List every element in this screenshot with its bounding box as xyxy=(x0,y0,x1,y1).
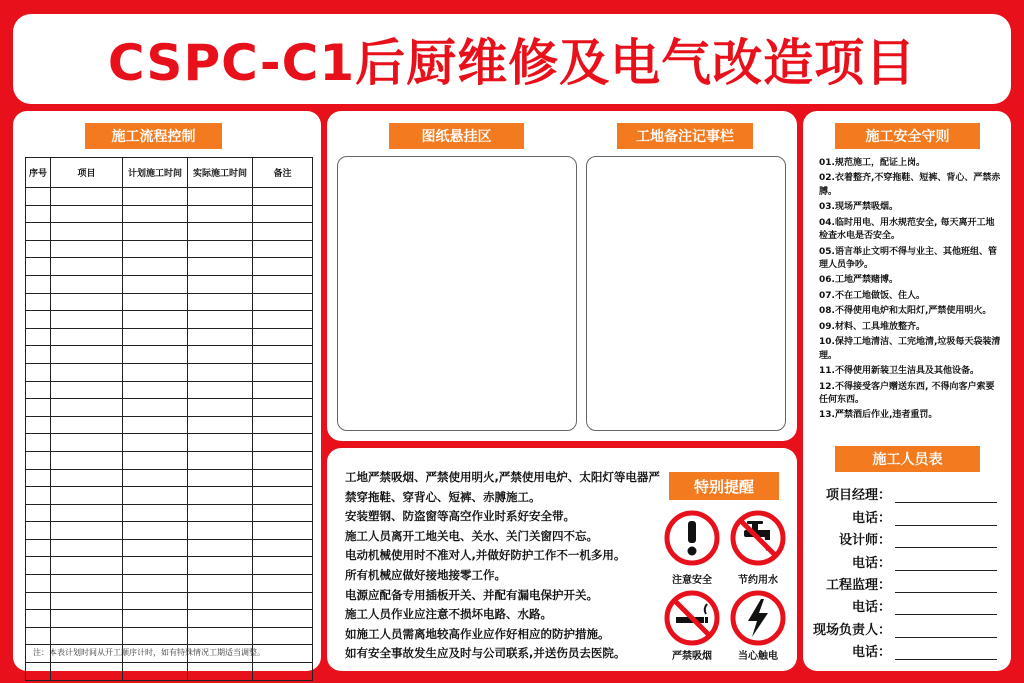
table-row xyxy=(26,223,313,241)
table-cell xyxy=(26,610,51,628)
table-cell xyxy=(26,663,51,681)
staff-label: 工程监理： xyxy=(825,577,891,593)
table-cell xyxy=(188,539,253,557)
table-cell xyxy=(51,311,123,329)
staff-row xyxy=(813,526,1003,548)
rules-panel xyxy=(327,448,797,671)
table-cell xyxy=(188,293,253,311)
table-cell xyxy=(123,223,188,241)
table-cell xyxy=(26,293,51,311)
table-cell xyxy=(51,469,123,487)
staff-row xyxy=(813,571,1003,593)
table-cell xyxy=(123,539,188,557)
table-cell xyxy=(188,240,253,258)
staff-label: 电话： xyxy=(851,510,891,526)
page-title: CSPC-C1后厨维修及电气改造项目 xyxy=(107,34,917,92)
table-cell xyxy=(123,469,188,487)
table-cell xyxy=(51,663,123,681)
schedule-panel xyxy=(13,111,321,671)
table-cell xyxy=(253,363,313,381)
table-cell xyxy=(123,627,188,645)
table-cell xyxy=(26,575,51,593)
table-cell xyxy=(51,363,123,381)
table-cell xyxy=(123,275,188,293)
table-cell xyxy=(188,469,253,487)
list-item: 06.工地严禁赌博。 xyxy=(819,275,898,286)
table-row xyxy=(26,346,313,364)
table-cell xyxy=(253,434,313,452)
table-cell xyxy=(51,381,123,399)
table-cell xyxy=(253,504,313,522)
table-row xyxy=(26,627,313,645)
table-cell xyxy=(123,346,188,364)
table-cell xyxy=(253,381,313,399)
table-cell xyxy=(188,487,253,505)
staff-fill-line xyxy=(895,599,997,615)
table-cell xyxy=(253,205,313,223)
table-cell xyxy=(123,363,188,381)
rule-line: 所有机械应做好接地接零工作。 xyxy=(345,567,506,582)
staff-row xyxy=(813,481,1003,503)
rule-line: 工地严禁吸烟、严禁使用明火,严禁使用电炉、太阳灯等电器严禁穿拖鞋、穿背心、短裤、赤膊施工。 xyxy=(345,470,660,504)
table-cell xyxy=(26,381,51,399)
table-cell xyxy=(26,275,51,293)
list-item: 11.不得使用新装卫生洁具及其他设备。 xyxy=(819,366,979,377)
rule-line: 如有安全事故发生应及时与公司联系,并送伤员去医院。 xyxy=(345,646,626,661)
table-row xyxy=(26,522,313,540)
table-cell xyxy=(188,610,253,628)
table-cell xyxy=(188,504,253,522)
staff-label: 电话： xyxy=(851,555,891,571)
table-cell xyxy=(26,205,51,223)
table-cell xyxy=(51,451,123,469)
table-cell xyxy=(253,557,313,575)
staff-label: 电话： xyxy=(851,645,891,661)
table-cell xyxy=(188,328,253,346)
table-cell xyxy=(253,627,313,645)
rules-text xyxy=(345,468,660,664)
table-cell xyxy=(26,258,51,276)
table-cell xyxy=(188,275,253,293)
staff-label: 设计师： xyxy=(838,533,891,549)
safety-rules-list xyxy=(819,157,1003,425)
schedule-note: 注：本表计划时间从开工顺序计时，如有特殊情况工期适当调整。 xyxy=(33,648,265,657)
table-cell xyxy=(51,346,123,364)
staff-fill-line xyxy=(895,577,997,593)
table-cell xyxy=(26,627,51,645)
table-cell xyxy=(51,610,123,628)
table-cell xyxy=(253,399,313,417)
table-cell xyxy=(253,188,313,206)
list-item: 02.衣着整齐,不穿拖鞋、短裤、背心、严禁赤膊。 xyxy=(819,173,1001,197)
table-cell xyxy=(26,416,51,434)
sign-label-save-water: 节约用水 xyxy=(738,575,778,586)
table-cell xyxy=(123,311,188,329)
table-row xyxy=(26,504,313,522)
list-item: 12.不得接受客户赠送东西, 不得向客户索要任何东西。 xyxy=(819,381,995,405)
staff-label: 现场负责人： xyxy=(813,622,892,638)
col-header-planned: 计划施工时间 xyxy=(123,158,188,188)
table-row xyxy=(26,205,313,223)
schedule-tag: 施工流程控制 xyxy=(85,123,222,149)
staff-row xyxy=(813,503,1003,525)
table-cell xyxy=(253,592,313,610)
table-cell xyxy=(123,575,188,593)
table-cell xyxy=(123,592,188,610)
col-header-actual: 实际施工时间 xyxy=(188,158,253,188)
safety-tag: 施工安全守则 xyxy=(835,123,980,149)
table-cell xyxy=(123,293,188,311)
col-header-remarks: 备注 xyxy=(253,158,313,188)
table-cell xyxy=(188,363,253,381)
schedule-table xyxy=(25,157,313,681)
table-cell xyxy=(51,275,123,293)
table-cell xyxy=(253,610,313,628)
staff-row xyxy=(813,615,1003,637)
staff-tag: 施工人员表 xyxy=(835,446,980,472)
table-cell xyxy=(51,293,123,311)
table-cell xyxy=(188,451,253,469)
rule-line: 电源应配备专用插板开关、并配有漏电保护开关。 xyxy=(345,587,598,602)
table-cell xyxy=(253,539,313,557)
electric-shock-icon xyxy=(730,590,786,646)
table-cell xyxy=(253,275,313,293)
list-item: 07.不在工地做饭、住人。 xyxy=(819,290,925,301)
table-row xyxy=(26,469,313,487)
list-item: 09.材料、工具堆放整齐。 xyxy=(819,321,925,332)
staff-row xyxy=(813,548,1003,570)
rule-line: 如施工人员需离地较高作业应作好相应的防护措施。 xyxy=(345,626,610,641)
table-cell xyxy=(253,522,313,540)
table-cell xyxy=(123,381,188,399)
table-cell xyxy=(188,522,253,540)
list-item: 08.不得使用电炉和太阳灯,严禁使用明火。 xyxy=(819,306,992,317)
table-cell xyxy=(123,240,188,258)
drawings-area xyxy=(337,156,577,431)
table-cell xyxy=(51,399,123,417)
site-notes-tag: 工地备注记事栏 xyxy=(617,123,753,149)
table-cell xyxy=(253,469,313,487)
table-cell xyxy=(26,557,51,575)
table-row xyxy=(26,399,313,417)
staff-fill-line xyxy=(895,532,997,548)
table-cell xyxy=(51,627,123,645)
sign-label-no-smoking: 严禁吸烟 xyxy=(672,651,712,662)
safety-panel xyxy=(803,111,1011,671)
schedule-header-row xyxy=(26,158,313,188)
list-item: 01.规范施工，配证上岗。 xyxy=(819,158,925,168)
table-cell xyxy=(26,522,51,540)
table-cell xyxy=(51,188,123,206)
staff-fill-line xyxy=(895,622,997,638)
table-cell xyxy=(253,451,313,469)
table-row xyxy=(26,416,313,434)
table-cell xyxy=(188,557,253,575)
drawings-notes-panel xyxy=(327,111,797,441)
table-cell xyxy=(26,469,51,487)
table-cell xyxy=(253,258,313,276)
table-row xyxy=(26,293,313,311)
table-cell xyxy=(253,293,313,311)
table-cell xyxy=(253,223,313,241)
table-cell xyxy=(26,363,51,381)
staff-label: 电话： xyxy=(851,600,891,616)
table-cell xyxy=(253,328,313,346)
table-cell xyxy=(51,557,123,575)
staff-row xyxy=(813,638,1003,660)
table-cell xyxy=(51,434,123,452)
table-cell xyxy=(123,522,188,540)
table-cell xyxy=(188,627,253,645)
table-row xyxy=(26,451,313,469)
table-row xyxy=(26,487,313,505)
table-cell xyxy=(51,328,123,346)
table-cell xyxy=(188,346,253,364)
no-water-tap-icon xyxy=(730,510,786,566)
table-cell xyxy=(51,539,123,557)
table-row xyxy=(26,575,313,593)
rule-line: 安装塑钢、防盗窗等高空作业时系好安全带。 xyxy=(345,509,575,524)
table-cell xyxy=(26,504,51,522)
table-row xyxy=(26,258,313,276)
table-cell xyxy=(123,557,188,575)
table-cell xyxy=(123,610,188,628)
table-cell xyxy=(26,487,51,505)
table-cell xyxy=(51,416,123,434)
title-banner xyxy=(13,14,1011,104)
table-row xyxy=(26,240,313,258)
table-cell xyxy=(188,416,253,434)
table-cell xyxy=(253,575,313,593)
table-cell xyxy=(26,311,51,329)
table-cell xyxy=(51,575,123,593)
table-row xyxy=(26,275,313,293)
staff-fill-line xyxy=(895,644,997,660)
sign-label-caution: 注意安全 xyxy=(672,575,712,586)
table-cell xyxy=(51,240,123,258)
table-cell xyxy=(123,504,188,522)
table-cell xyxy=(188,188,253,206)
table-cell xyxy=(253,416,313,434)
table-cell xyxy=(26,188,51,206)
table-row xyxy=(26,557,313,575)
table-cell xyxy=(188,205,253,223)
table-row xyxy=(26,592,313,610)
rule-line: 电动机械使用时不准对人,并做好防护工作不一机多用。 xyxy=(345,548,626,563)
table-row xyxy=(26,539,313,557)
table-cell xyxy=(123,434,188,452)
table-cell xyxy=(188,434,253,452)
rule-line: 施工人员离开工地关电、关水、关门关窗四不忘。 xyxy=(345,528,598,543)
table-cell xyxy=(253,311,313,329)
table-cell xyxy=(51,592,123,610)
staff-fill-line xyxy=(895,555,997,571)
table-cell xyxy=(26,399,51,417)
table-cell xyxy=(188,223,253,241)
table-cell xyxy=(188,663,253,681)
table-cell xyxy=(51,223,123,241)
site-notes-area xyxy=(586,156,786,431)
table-cell xyxy=(51,205,123,223)
table-cell xyxy=(123,487,188,505)
table-cell xyxy=(26,539,51,557)
table-cell xyxy=(26,223,51,241)
table-row xyxy=(26,328,313,346)
table-cell xyxy=(188,399,253,417)
table-cell xyxy=(51,522,123,540)
table-cell xyxy=(253,487,313,505)
list-item: 03.现场严禁吸烟。 xyxy=(819,202,898,213)
table-cell xyxy=(188,592,253,610)
table-row xyxy=(26,663,313,681)
table-cell xyxy=(123,205,188,223)
table-cell xyxy=(188,258,253,276)
table-cell xyxy=(123,399,188,417)
table-cell xyxy=(26,328,51,346)
table-cell xyxy=(51,504,123,522)
staff-label: 项目经理： xyxy=(825,488,891,504)
table-cell xyxy=(26,240,51,258)
table-cell xyxy=(26,592,51,610)
table-cell xyxy=(188,575,253,593)
col-header-item: 项目 xyxy=(51,158,123,188)
table-row xyxy=(26,434,313,452)
staff-table xyxy=(813,481,1003,660)
table-row xyxy=(26,311,313,329)
table-cell xyxy=(123,258,188,276)
table-row xyxy=(26,610,313,628)
list-item: 04.临时用电、用水规范安全, 每天离开工地检查水电是否安全。 xyxy=(819,217,995,242)
rule-line: 施工人员作业应注意不损坏电路、水路。 xyxy=(345,607,552,622)
table-row xyxy=(26,363,313,381)
table-cell xyxy=(123,663,188,681)
table-cell xyxy=(123,328,188,346)
col-header-index: 序号 xyxy=(26,158,51,188)
table-cell xyxy=(188,381,253,399)
exclamation-icon xyxy=(664,510,720,566)
list-item: 13.严禁酒后作业,违者重罚。 xyxy=(819,410,938,421)
staff-fill-line xyxy=(895,510,997,526)
table-cell xyxy=(253,663,313,681)
staff-row xyxy=(813,593,1003,615)
sign-label-electric-shock: 当心触电 xyxy=(738,651,778,662)
table-cell xyxy=(26,346,51,364)
table-row xyxy=(26,188,313,206)
table-cell xyxy=(123,416,188,434)
list-item: 05.语言举止文明不得与业主、其他班组、管理人员争吵。 xyxy=(819,246,997,270)
no-smoking-icon xyxy=(664,590,720,646)
drawings-tag: 图纸悬挂区 xyxy=(389,123,524,149)
table-row xyxy=(26,381,313,399)
table-cell xyxy=(123,188,188,206)
table-cell xyxy=(123,451,188,469)
table-cell xyxy=(253,346,313,364)
staff-fill-line xyxy=(895,487,997,503)
table-cell xyxy=(26,451,51,469)
table-cell xyxy=(26,434,51,452)
table-cell xyxy=(51,487,123,505)
table-cell xyxy=(188,311,253,329)
table-cell xyxy=(253,240,313,258)
reminder-tag: 特别提醒 xyxy=(669,472,779,500)
table-cell xyxy=(51,258,123,276)
list-item: 10.保持工地清洁、工完地清,垃圾每天袋装清理。 xyxy=(819,337,1001,361)
